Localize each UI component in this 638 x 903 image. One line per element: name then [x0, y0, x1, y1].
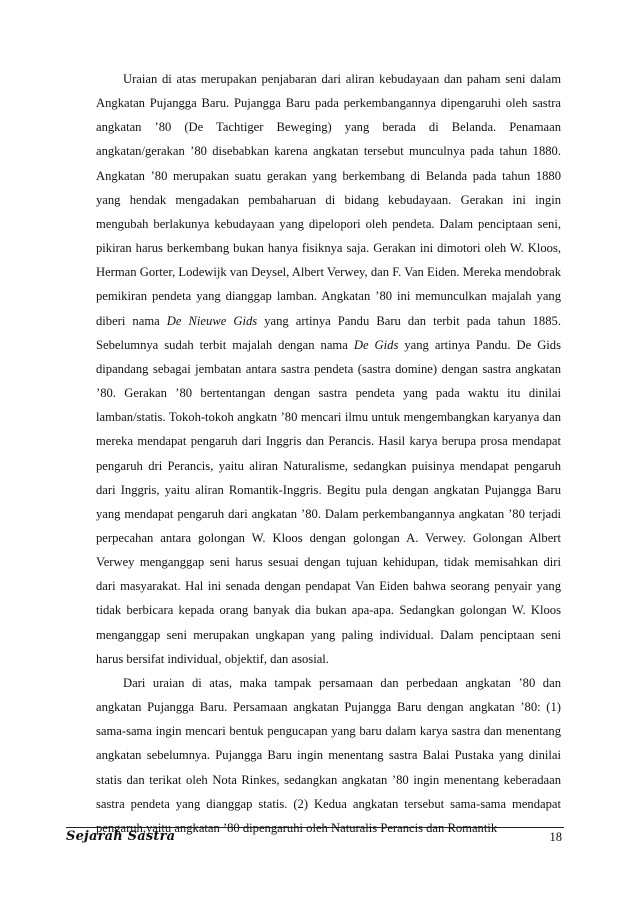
paragraph-2 [96, 671, 561, 840]
footer-title: Sejarah Sastra [66, 829, 176, 844]
magazine-title-de-nieuwe-gids: De Nieuwe Gids [166, 313, 258, 328]
body-text [96, 67, 561, 840]
paragraph-1-segment: Uraian di atas merupakan penjabaran dari aliran kebudayaan dan paham seni dalam Angkatan Pujangga Baru. Pujangga Baru pada perkembangannya dipengaruhi oleh sastra angkatan ’80 (De Tachtiger Beweging) yang berada di Belanda. Penamaan angkatan/gerakan ’80 disebabkan karena angkatan tersebut munculnya pada tahun 1880. Angkatan ’80 merupakan suatu gerakan yang berkembang di Belanda pada tahun 1880 yang hendak mengadakan pembaharuan di bidang kebudayaan. Gerakan ini ingin mengubah berlakunya kebudayaan yang dipelopori oleh pendeta. Dalam penciptaan seni, pikiran harus berkembang bukan hanya fisiknya saja. Gerakan ini dimotori oleh W. Kloos, Herman Gorter, Lodewijk van Deysel, Albert Verwey, dan F. Van Eiden. Mereka mendobrak pemikiran pendeta yang dianggap lamban. Angkatan ’80 ini memunculkan majalah yang diberi nama [96, 72, 561, 328]
paragraph-1 [96, 67, 561, 671]
page-number: 18 [549, 830, 562, 844]
paragraph-1-segment: yang artinya Pandu. De Gids dipandang sebagai jembatan antara sastra pendeta (sastra domine) dengan sastra angkatan ’80. Gerakan ’80 bertentangan dengan sastra pendeta yang pada waktu itu dinilai lamban/statis. Tokoh-tokoh angkatn ’80 mencari ilmu untuk mengembangkan karyanya dan mereka mendapat pengaruh dari Inggris dan Perancis. Hasil karya berupa prosa mendapat pengaruh dri Perancis, yaitu aliran Naturalisme, sedangkan puisinya mendapat pengaruh dari Inggris, yaitu aliran Romantik-Inggris. Begitu pula dengan angkatan Pujangga Baru yang mendapat pengaruh dari angkatan ’80. Dalam perkembangannya angkatan ’80 terjadi perpecahan antara golongan W. Kloos dengan golongan A. Verwey. Golongan Albert Verwey menganggap seni harus sesuai dengan tujuan kehidupan, tidak memisahkan diri dari masyarakat. Hal ini senada dengan pendapat Van Eiden bahwa seorang penyair yang tidak berbicara kepada orang banyak dia bukan apa-apa. Sedangkan golongan W. Kloos menganggap seni merupakan ungkapan yang paling individual. Dalam penciptaan seni harus bersifat individual, objektif, dan asosial. [96, 337, 562, 666]
footer-divider [66, 827, 564, 828]
paragraph-2-segment: Dari uraian di atas, maka tampak persamaan dan perbedaan angkatan ’80 dan angkatan Pujangga Baru. Persamaan angkatan Pujangga Baru dengan angkatan ’80: (1) sama-sama ingin mencari bentuk pengucapan yang baru dalam karya sastra dan menentang angkatan sebelumnya. Pujangga Baru ingin menentang sastra Balai Pustaka yang dinilai statis dan terikat oleh Nota Rinkes, sedangkan angkatan ’80 ingin menentang keberadaan sastra pendeta yang dianggap statis. (2) Kedua angkatan tersebut sama-sama mendapat pengaruh,yaitu angkatan ’80 dipengaruhi oleh Naturalis Perancis dan Romantik [96, 675, 561, 835]
paragraph-1-segment: yang artinya Pandu Baru dan terbit pada tahun 1885. Sebelumnya sudah terbit majalah dengan nama [96, 313, 561, 352]
magazine-title-de-gids: De Gids [353, 337, 399, 352]
